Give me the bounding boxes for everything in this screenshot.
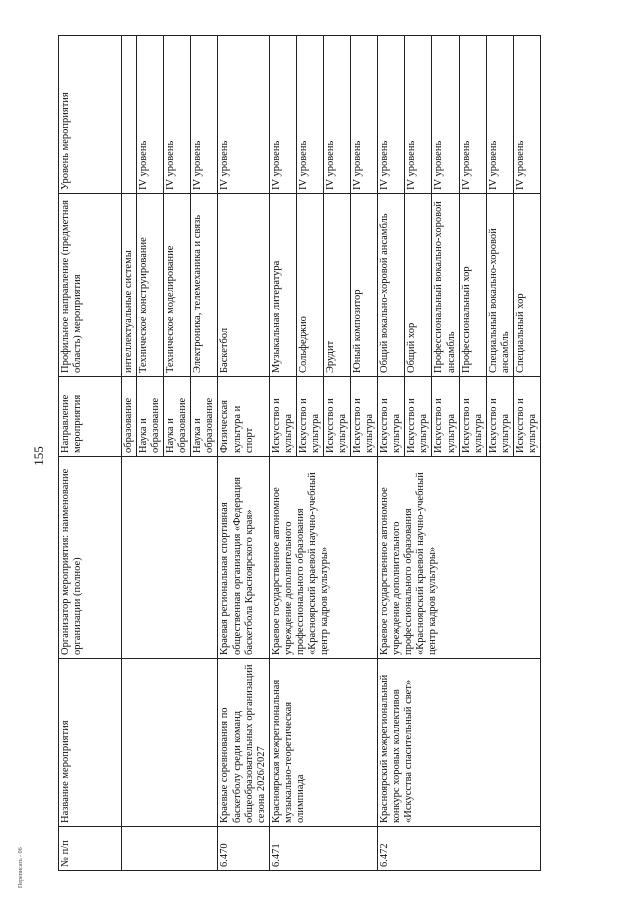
- cell-direction: Искусство и культура: [351, 377, 378, 457]
- cell-level: [122, 36, 137, 194]
- cell-direction: Искусство и культура: [513, 377, 540, 457]
- cell-profile: Техническое моделирование: [164, 194, 191, 377]
- cell-organizer: Краевое государственное автономное учреждение дополнительного профессионального образования «Красноярский краевой научно-учебный центр кадров культуры»: [269, 457, 378, 659]
- cell-direction: Искусство и культура: [432, 377, 459, 457]
- events-table: [58, 35, 541, 871]
- cell-profile: Электроника, телемеханика и связь: [191, 194, 218, 377]
- table-row: [218, 36, 269, 871]
- cell-level: IV уровень: [351, 36, 378, 194]
- cell-number: 6.472: [378, 827, 541, 871]
- cell-profile: Общий вокально-хоровой ансамбль: [378, 194, 405, 377]
- cell-event-name: Красноярский межрегиональный конкурс хоровых коллективов «Искусства спасительный свет»: [378, 659, 541, 827]
- cell-profile: Эрудит: [323, 194, 350, 377]
- cell-direction: Искусство и культура: [405, 377, 432, 457]
- cell-profile: Баскетбол: [218, 194, 269, 377]
- header-level: Уровень мероприятия: [59, 36, 122, 194]
- page-number-column: [22, 4, 56, 909]
- header-number: № п/п: [59, 827, 122, 871]
- header-profile: Профильное направление (предметная область) мероприятия: [59, 194, 122, 377]
- cell-direction: Искусство и культура: [269, 377, 296, 457]
- cell-profile: Специальный вокально-хоровой ансамбль: [486, 194, 513, 377]
- cell-level: IV уровень: [218, 36, 269, 194]
- table-row: [378, 36, 405, 871]
- cell-organizer: Краевая региональная спортивная общественная организация «Федерация баскетбола Красноярского края»: [218, 457, 269, 659]
- cell-direction: Искусство и культура: [486, 377, 513, 457]
- cell-event-name: Краевые соревнования по баскетболу среди команд общеобразовательных организаций сезона 2026/2027: [218, 659, 269, 827]
- table-row: [122, 36, 137, 871]
- cell-level: IV уровень: [137, 36, 164, 194]
- footer-note: Переписать - 06: [18, 847, 24, 888]
- rotated-table-container: [58, 36, 618, 871]
- cell-number: 6.471: [269, 827, 378, 871]
- cell-level: IV уровень: [459, 36, 486, 194]
- cell-profile: интеллектуальные системы: [122, 194, 137, 377]
- cell-level: IV уровень: [296, 36, 323, 194]
- cell-organizer: [122, 457, 218, 659]
- cell-direction: Искусство и культура: [459, 377, 486, 457]
- cell-direction: Наука и образование: [137, 377, 164, 457]
- cell-level: IV уровень: [486, 36, 513, 194]
- cell-direction: Физическая культура и спорт: [218, 377, 269, 457]
- cell-level: IV уровень: [191, 36, 218, 194]
- cell-number: [122, 827, 218, 871]
- header-event-name: Название мероприятия: [59, 659, 122, 827]
- cell-direction: образование: [122, 377, 137, 457]
- cell-profile: Сольфеджио: [296, 194, 323, 377]
- cell-level: IV уровень: [405, 36, 432, 194]
- cell-profile: Общий хор: [405, 194, 432, 377]
- table-wrapper: [58, 36, 618, 871]
- cell-direction: Искусство и культура: [323, 377, 350, 457]
- cell-direction: Искусство и культура: [378, 377, 405, 457]
- cell-level: IV уровень: [269, 36, 296, 194]
- cell-direction: Наука и образование: [191, 377, 218, 457]
- header-organizer: Организатор мероприятия: наименование организации (полное): [59, 457, 122, 659]
- cell-profile: Музыкальная литература: [269, 194, 296, 377]
- cell-level: IV уровень: [513, 36, 540, 194]
- cell-profile: Профессиональный вокально-хоровой ансамбль: [432, 194, 459, 377]
- cell-profile: Профессиональный хор: [459, 194, 486, 377]
- table-row: [269, 36, 296, 871]
- cell-profile: Специальный хор: [513, 194, 540, 377]
- cell-direction: Искусство и культура: [296, 377, 323, 457]
- cell-profile: Юный композитор: [351, 194, 378, 377]
- cell-level: IV уровень: [323, 36, 350, 194]
- cell-level: IV уровень: [378, 36, 405, 194]
- page-number: 155: [31, 446, 46, 466]
- cell-direction: Наука и образование: [164, 377, 191, 457]
- table-header-row: [59, 36, 122, 871]
- cell-event-name: Красноярская межрегиональная музыкально-теоретическая олимпиада: [269, 659, 378, 827]
- cell-level: IV уровень: [164, 36, 191, 194]
- cell-number: 6.470: [218, 827, 269, 871]
- cell-event-name: [122, 659, 218, 827]
- cell-level: IV уровень: [432, 36, 459, 194]
- cell-profile: Техническое конструирование: [137, 194, 164, 377]
- cell-organizer: Краевое государственное автономное учреждение дополнительного профессионального образования «Красноярский краевой научно-учебный центр кадров культуры»: [378, 457, 541, 659]
- header-direction: Направление мероприятия: [59, 377, 122, 457]
